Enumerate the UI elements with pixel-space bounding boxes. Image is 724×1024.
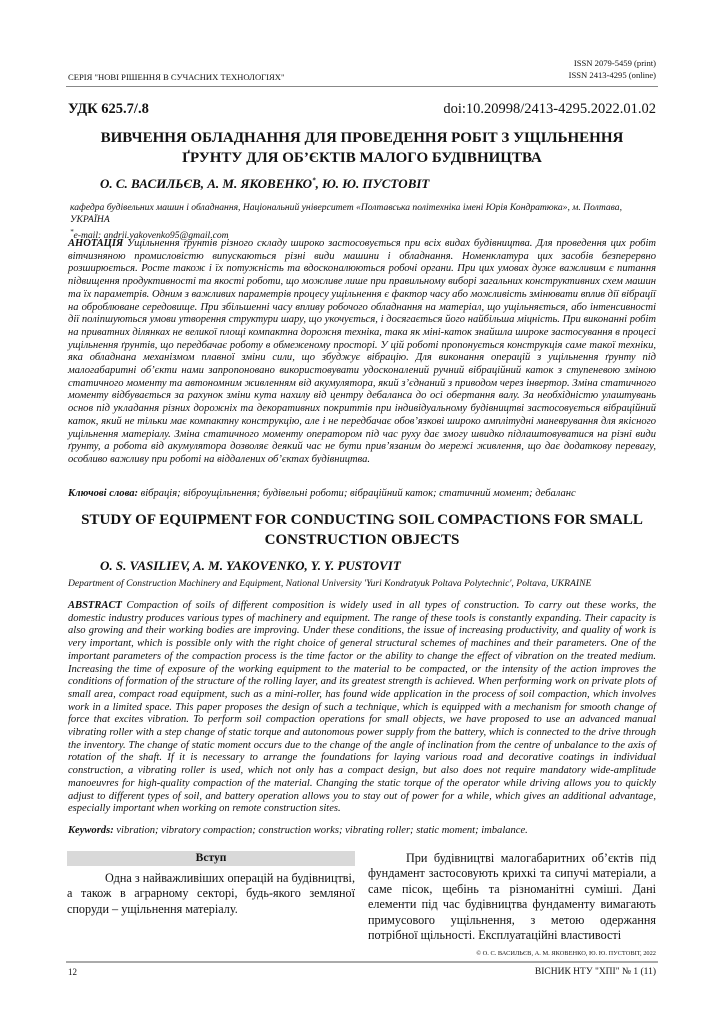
journal-name: ВІСНИК НТУ "ХПІ" № 1 (11) xyxy=(534,967,656,977)
title-en: STUDY OF EQUIPMENT FOR CONDUCTING SOIL COMPACTIONS FOR SMALL CONSTRUCTION OBJECTS xyxy=(81,512,643,548)
keywords-ua xyxy=(68,488,656,499)
section-heading-intro: Вступ xyxy=(67,851,355,866)
intro-left-paragraph: Одна з найважливіших операцій на будівництві, а також в аграрному секторі, будь-якого земляної споруди – ущільнення матеріалу. xyxy=(67,871,355,916)
issn-online: ISSN 2413-4295 (online) xyxy=(568,70,656,80)
affiliation-en: Department of Construction Machinery and Equipment, National University 'Yuri Kondratyuk Poltava Polytechnic', Poltava, UKRAINE xyxy=(68,578,592,589)
doi[interactable]: doi:10.20998/2413-4295.2022.01.02 xyxy=(443,101,656,117)
intro-left-column xyxy=(67,871,355,917)
abstract-ua-label: АНОТАЦІЯ xyxy=(68,238,124,249)
authors-ua-a: О. С. ВАСИЛЬЄВ, А. М. ЯКОВЕНКО xyxy=(100,176,313,191)
keywords-ua-text: вібрація; віброущільнення; будівельні роботи; вібраційний каток; статичний момент; дебаланс xyxy=(138,488,576,499)
keywords-en-label: Keywords: xyxy=(68,825,114,836)
issn-block xyxy=(569,57,656,81)
email-mark: * xyxy=(70,228,74,236)
corresponding-mark: * xyxy=(312,176,316,185)
intro-right-column xyxy=(368,851,656,943)
email-text: e-mail: andrii.yakovenko95@gmail.com xyxy=(73,230,229,242)
keywords-ua-label: Ключові слова: xyxy=(68,488,139,499)
authors-en: O. S. VASILIEV, A. M. YAKOVENKO, Y. Y. PUSTOVIT xyxy=(100,558,401,573)
page-number: 12 xyxy=(68,967,77,977)
issn-print: ISSN 2079-5459 (print) xyxy=(573,58,656,68)
copyright: © О. С. ВАСИЛЬЄВ, А. М. ЯКОВЕНКО, Ю. Ю. ПУСТОВІТ, 2022 xyxy=(476,950,656,957)
keywords-en xyxy=(68,825,656,836)
affiliation-ua-text: кафедра будівельних машин і обладнання, Національний університет «Полтавська політехніка імені Юрія Кондратюка», м. Полтава, УКРАЇНА xyxy=(70,202,622,225)
footer-rule xyxy=(66,961,658,963)
affiliation-ua xyxy=(70,202,660,242)
abstract-ua-text: Ущільнення ґрунтів різного складу широко застосовується при всіх видах будівництва. Для проведення цих робіт вітчизняною промисловістю випускаються різні види машини і обладнання. Номенклатура цих засобів безперервно розширюється. Росте також і їх потужність та вдосконалюються робочі органи. При цих умовах дуже важливим є питання підвищення продуктивності та якості роботи, що можливе лише при правильному виборі загальних конструктивних схем машин та їх параметрів. Одним з важливих параметрів процесу ущільнення є фактор часу або можливість змінювати вплив дії вібрації на оброблюване середовище. При збільшенні часу впливу робочого обладнання на матеріал, що ущільняється, або інтенсивності дії поліпшуються умови утворення структури шару, що укочується, і досягається його найбільша міцність. При виконанні робіт на приватних ділянках не великої площі компактна дорожня техніка, така як міні-каток знайшла широке застосування в процесі ущільнення ґрунтів, що передбачає роботу в обмеженому просторі. У цій роботі пропонується конструкція саме такої техніки, яка обладнана механізмом плавної зміни сили, що збуджує вібрацію. Для виконання операцій з ущільнення ґрунту під малогабаритні об’єкти нами запропоновано використовувати удосконалений ручний вібраційний каток з ступеневою зміною статичного моменту та автономним живленням від акумулятора, який з’єднаний з приводом через інвертор. Зміна статичного моменту відбувається за рахунок зміни кута нахилу від центру дебаланса до осі обертання валу. За необхідністю улаштувань основ під укладання різних дорожніх та декоративних покриттів при індивідуальному будівництві застосовується вібраційний каток, який не тільки має компактну конструкцію, але і не передбачає обов’язкові широко амплітудні маневрування для якісного ущільнення матеріалу. Зміна статичного моменту оператором під час руху дає змогу швидко підлаштовуватися на різні види ґрунту, а робота від акумулятора дозволяє деякий час не бути прив’язаним до мережі живлення, що дає додаткову перевагу, особливо важливу при роботі на віддалених об’єктах будівництва. xyxy=(68,238,656,465)
udk-code: УДК 625.7/.8 xyxy=(68,101,149,117)
header-rule xyxy=(66,86,658,87)
series-header: СЕРІЯ "НОВІ РІШЕННЯ В СУЧАСНИХ ТЕХНОЛОГІЯХ" xyxy=(68,72,285,82)
abstract-en-text: Compaction of soils of different composition is widely used in all types of construction. To carry out these works, the domestic industry produces various types of machinery and equipment. The range of these tools is constantly expanding. Their capacity is also growing and their working bodies are improving. Under these conditions, the issue of increasing productivity, and quality of work is very important, which is possible only with the right choice of general structural schemes of machines and their parameters. One of the important parameters of the compaction process is the time factor or the ability to change the effect of vibration on the treated medium. Increasing the time of exposure of the working equipment to the material to be compacted, or the intensity of the action improves the conditions of formation of the structure of the rolling layer, and its greatest strength is achieved. When performing work on private plots of small area, compact road equipment, such as a mini-roller, has found wide application in the process of soil compaction, which involves work in a limited space. This paper proposes the design of such a technique, which is equipped with a mechanism for smooth change of force that excites vibration. To perform soil compaction operations for small objects, we have proposed to use an advanced manual vibrating roller with a step change of static torque and autonomous power supply from the battery, which is connected to the drive through the inventory. The change of static moment occurs due to the change of the angle of inclination from the centre of unbalance to the axis of rotation of the shaft. If it is necessary to arrange the foundations for laying various road and decorative coatings in individual construction, a vibrating roller is used, which not only has a compact design, but also does not require mandatory wide-amplitude manoeuvres for high-quality compaction of the material. Changing the static torque of the operator while driving allows you to quickly adjust to different types of soil, and battery operation allows you to stay out of power for a while, which gives an additional advantage, especially important when working on remote construction sites. xyxy=(68,600,656,815)
abstract-ua xyxy=(68,238,656,467)
intro-right-paragraph: При будівництві малогабаритних об’єктів під фундамент застосовують крихкі та сипучі матеріали, а саме пісок, щебінь та різноманітні суміші. Дані елементи під час будівництва фундаменту вимагають примусового ущільнення, з метою одержання потрібної щільності. Експлуатаційні властивості xyxy=(368,851,656,943)
abstract-en xyxy=(68,600,656,816)
authors-ua-b: , Ю. Ю. ПУСТОВІТ xyxy=(315,176,430,191)
authors-ua xyxy=(100,176,429,192)
keywords-en-text: vibration; vibratory compaction; construction works; vibrating roller; static moment; imbalance. xyxy=(113,825,528,836)
abstract-en-label: ABSTRACT xyxy=(68,600,122,611)
title-ua: ВИВЧЕННЯ ОБЛАДНАННЯ ДЛЯ ПРОВЕДЕННЯ РОБІТ З УЩІЛЬНЕННЯ ҐРУНТУ ДЛЯ ОБ’ЄКТІВ МАЛОГО БУДІВНИЦТВА xyxy=(100,130,624,166)
